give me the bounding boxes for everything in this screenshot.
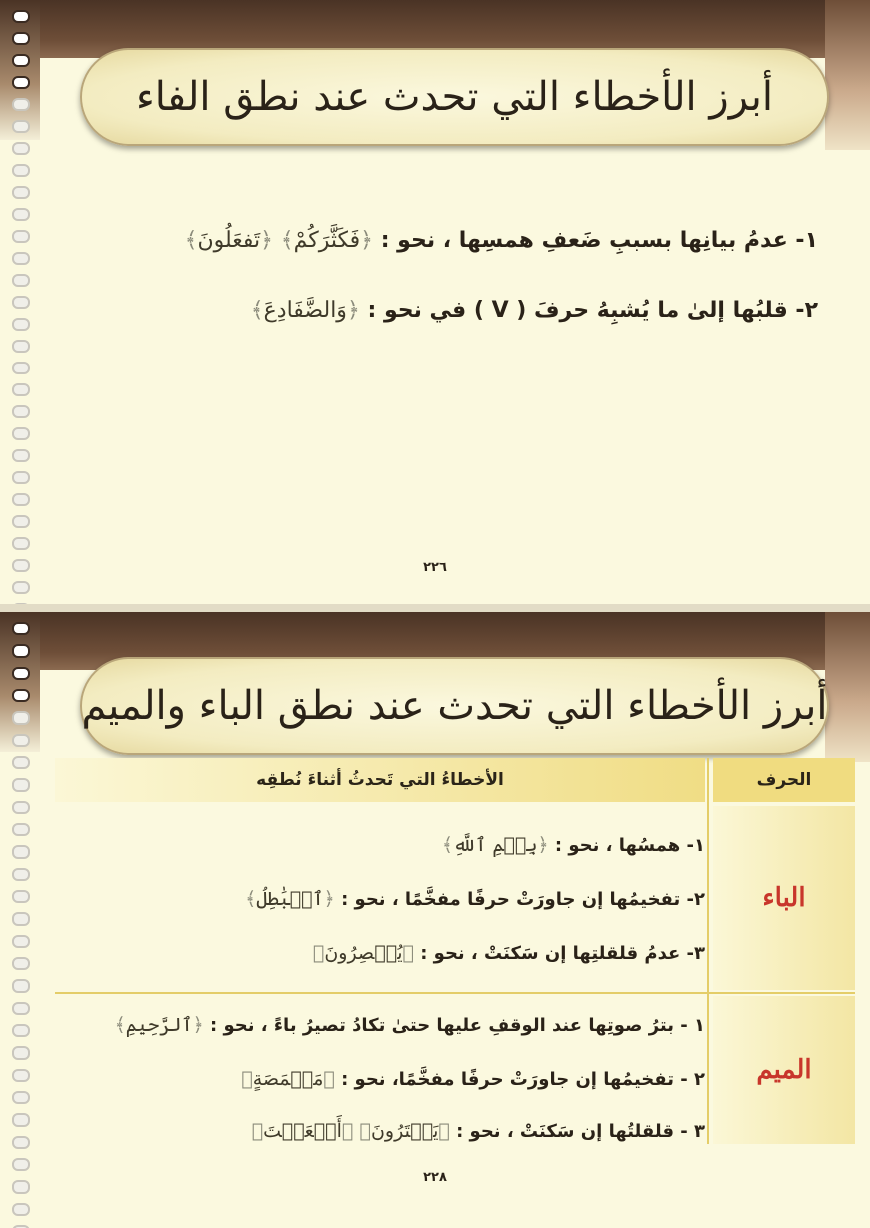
list-item <box>185 228 818 253</box>
quran-example: ﴿يُبۡصِرُونَ﴾ <box>312 942 414 964</box>
page-title: أبرز الأخطاء التي تحدث عند نطق الفاء <box>135 74 774 120</box>
quran-example: ﴿ٱلرَّحِيمِ﴾ <box>114 1014 204 1036</box>
list-item <box>251 298 818 323</box>
quran-example: ﴿وَالضَّفَادِعَ﴾ <box>250 298 360 323</box>
header-band-edge <box>825 612 870 762</box>
errors-table <box>55 758 855 1144</box>
quran-example: ﴿أَنۡعَمۡتَ﴾ <box>251 1120 354 1142</box>
spiral-binding <box>4 0 38 606</box>
quran-example: ﴿ٱلۡبَٰطِلُ﴾ <box>245 888 335 910</box>
item-text: ١- عدمُ بيانِها بسببِ ضَعفِ همسِها ، نحو : <box>380 228 818 253</box>
item-text: ٢- قلبُها إلىٰ ما يُشبِهُ حرفَ ( V ) في نحو : <box>367 298 818 323</box>
page-title: أبرز الأخطاء التي تحدث عند نطق الباء والميم <box>81 683 828 729</box>
table-row: ١ - بترُ صوتِها عند الوقفِ عليها حتىٰ تكادُ تصيرُ باءً ، نحو : ﴿ٱلرَّحِيمِ﴾ <box>114 1014 705 1036</box>
page-bottom <box>0 612 870 1228</box>
letter-cell: الباء <box>713 806 855 990</box>
quran-example: ﴿يَمۡتَرُونَ﴾ <box>359 1120 450 1142</box>
quran-example: ﴿مَخۡمَصَةٍ﴾ <box>241 1068 335 1090</box>
quran-example: ﴿فَكَثَّرَكُمْ﴾ <box>280 228 374 253</box>
title-plate <box>80 48 829 146</box>
row-divider <box>55 992 855 994</box>
quran-example: ﴿بِسۡمِ ٱللَّهِ﴾ <box>441 834 549 856</box>
table-row: ١- همسُها ، نحو : ﴿بِسۡمِ ٱللَّهِ﴾ <box>441 834 705 856</box>
page-top <box>0 0 870 606</box>
table-row: ٢- تفخيمُها إن جاورَتْ حرفًا مفخَّمًا ، نحو : ﴿ٱلۡبَٰطِلُ﴾ <box>245 888 705 910</box>
title-plate <box>80 657 829 755</box>
column-divider <box>707 758 709 1144</box>
page-number: ٢٢٨ <box>423 1170 447 1185</box>
letter-cell: الميم <box>713 996 855 1144</box>
table-row: ٢ - تفخيمُها إن جاورَتْ حرفًا مفخَّمًا، نحو : ﴿مَخۡمَصَةٍ﴾ <box>241 1068 705 1090</box>
table-header-errors: الأخطاءُ التي تَحدثُ أثناءَ نُطقِه <box>55 758 705 802</box>
table-row: ٣- عدمُ قلقلتِها إن سَكنَتْ ، نحو : ﴿يُبۡصِرُونَ﴾ <box>312 942 705 964</box>
page-number: ٢٢٦ <box>423 560 447 575</box>
table-row: ٣ - قلقلتُها إن سَكنَتْ ، نحو : ﴿يَمۡتَرُونَ﴾ ﴿أَنۡعَمۡتَ﴾ <box>251 1120 705 1142</box>
table-header-letter: الحرف <box>713 758 855 802</box>
quran-example: ﴿تَفعَلُونَ﴾ <box>184 228 274 253</box>
spiral-binding <box>4 612 38 1228</box>
header-band-edge <box>825 0 870 150</box>
